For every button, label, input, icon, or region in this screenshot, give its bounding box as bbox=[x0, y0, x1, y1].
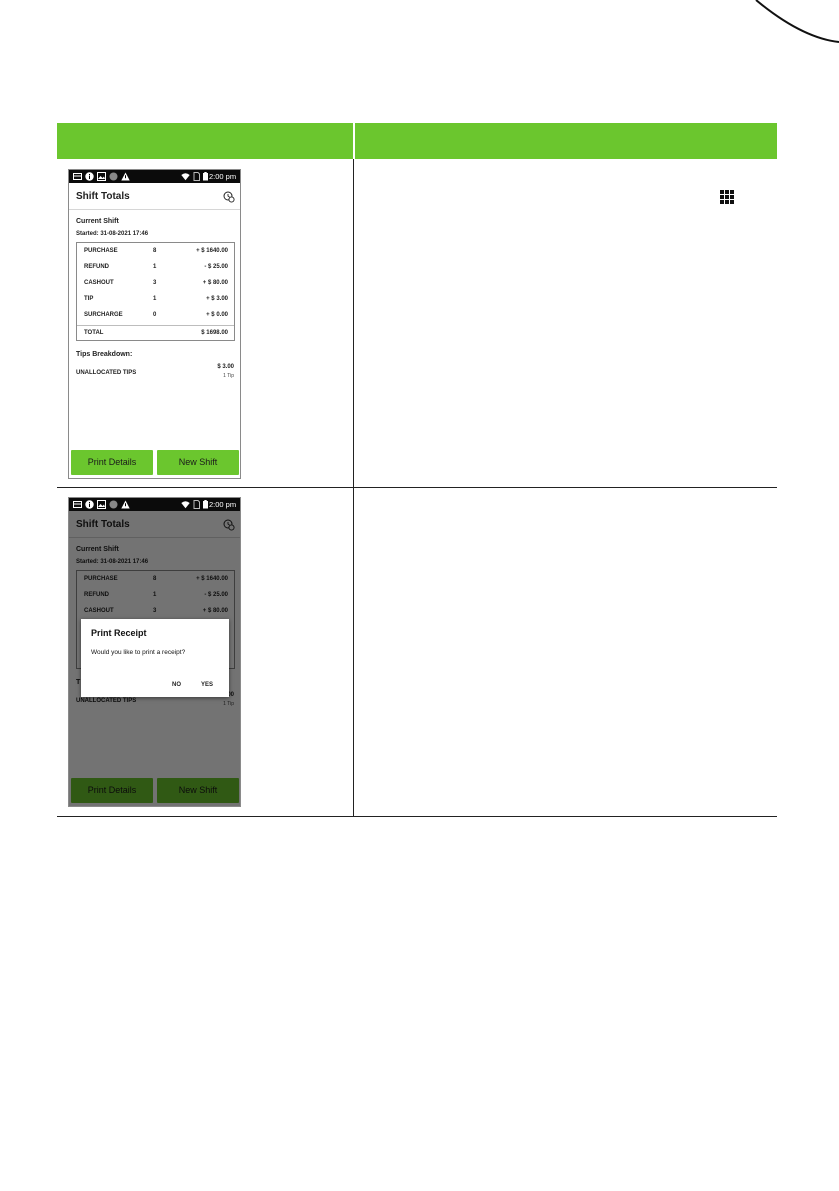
sim-icon bbox=[192, 172, 201, 181]
app-header bbox=[69, 183, 240, 210]
grid-menu-icon bbox=[720, 190, 734, 204]
wifi-icon bbox=[181, 500, 190, 509]
no-button[interactable]: NO bbox=[172, 682, 181, 688]
page-title: Shift Totals bbox=[76, 191, 130, 202]
row-amount: + $ 80.00 bbox=[202, 280, 228, 286]
row-amount: + $ 3.00 bbox=[206, 296, 228, 302]
tips-breakdown-title: Tips Breakdown: bbox=[76, 351, 133, 358]
new-shift-button[interactable]: New Shift bbox=[157, 450, 239, 475]
warning-icon bbox=[121, 500, 130, 509]
row-amount: + $ 0.00 bbox=[206, 312, 228, 318]
header-divider bbox=[353, 123, 355, 159]
status-bar bbox=[69, 498, 240, 511]
table-bottom-border bbox=[57, 816, 777, 817]
totals-table bbox=[76, 242, 235, 341]
total-amount: $ 1698.00 bbox=[201, 330, 228, 336]
status-time: 2:00 pm bbox=[209, 172, 237, 181]
sim-icon bbox=[192, 500, 201, 509]
globe-icon bbox=[109, 172, 118, 181]
card-icon bbox=[73, 500, 82, 509]
status-bar bbox=[69, 170, 240, 183]
table-header-row bbox=[57, 123, 777, 159]
table-row bbox=[77, 296, 234, 306]
info-icon bbox=[85, 500, 94, 509]
image-icon bbox=[97, 172, 106, 181]
total-label: TOTAL bbox=[84, 330, 104, 336]
dialog-title: Print Receipt bbox=[91, 628, 147, 638]
unallocated-tips-amount: $ 3.00 bbox=[217, 364, 234, 370]
image-icon bbox=[97, 500, 106, 509]
warning-icon bbox=[121, 172, 130, 181]
row-count: 1 bbox=[153, 264, 157, 270]
column-divider bbox=[353, 159, 354, 817]
row-name: TIP bbox=[84, 296, 94, 302]
info-icon bbox=[85, 172, 94, 181]
page-corner-curve bbox=[0, 0, 839, 60]
row-divider bbox=[57, 487, 777, 488]
wifi-icon bbox=[181, 172, 190, 181]
row-name: REFUND bbox=[84, 264, 109, 270]
print-details-button[interactable]: Print Details bbox=[71, 450, 153, 475]
yes-button[interactable]: YES bbox=[201, 682, 214, 688]
unallocated-tips-count: 1 Tip bbox=[223, 373, 234, 379]
row-amount: - $ 25.00 bbox=[204, 264, 228, 270]
globe-icon bbox=[109, 500, 118, 509]
clock-refresh-icon[interactable] bbox=[223, 191, 235, 203]
row-count: 8 bbox=[153, 248, 157, 254]
row-count: 0 bbox=[153, 312, 157, 318]
row-amount: + $ 1640.00 bbox=[196, 248, 228, 254]
table-row bbox=[77, 264, 234, 274]
table-row bbox=[77, 280, 234, 290]
status-time: 2:00 pm bbox=[209, 500, 237, 509]
shift-started: Started: 31-08-2021 17:46 bbox=[76, 231, 149, 237]
total-row bbox=[77, 325, 234, 340]
shift-totals-screen bbox=[68, 169, 241, 479]
table-row bbox=[77, 312, 234, 322]
print-receipt-dialog bbox=[81, 619, 229, 697]
print-receipt-screen bbox=[68, 497, 241, 807]
table-row bbox=[77, 248, 234, 258]
row-name: SURCHARGE bbox=[84, 312, 123, 318]
unallocated-tips-label: UNALLOCATED TIPS bbox=[76, 370, 137, 376]
row-name: PURCHASE bbox=[84, 248, 118, 254]
row-name: CASHOUT bbox=[84, 280, 114, 286]
card-icon bbox=[73, 172, 82, 181]
dialog-message: Would you like to print a receipt? bbox=[91, 649, 186, 656]
row-count: 3 bbox=[153, 280, 157, 286]
section-title: Current Shift bbox=[76, 218, 119, 225]
row-count: 1 bbox=[153, 296, 157, 302]
